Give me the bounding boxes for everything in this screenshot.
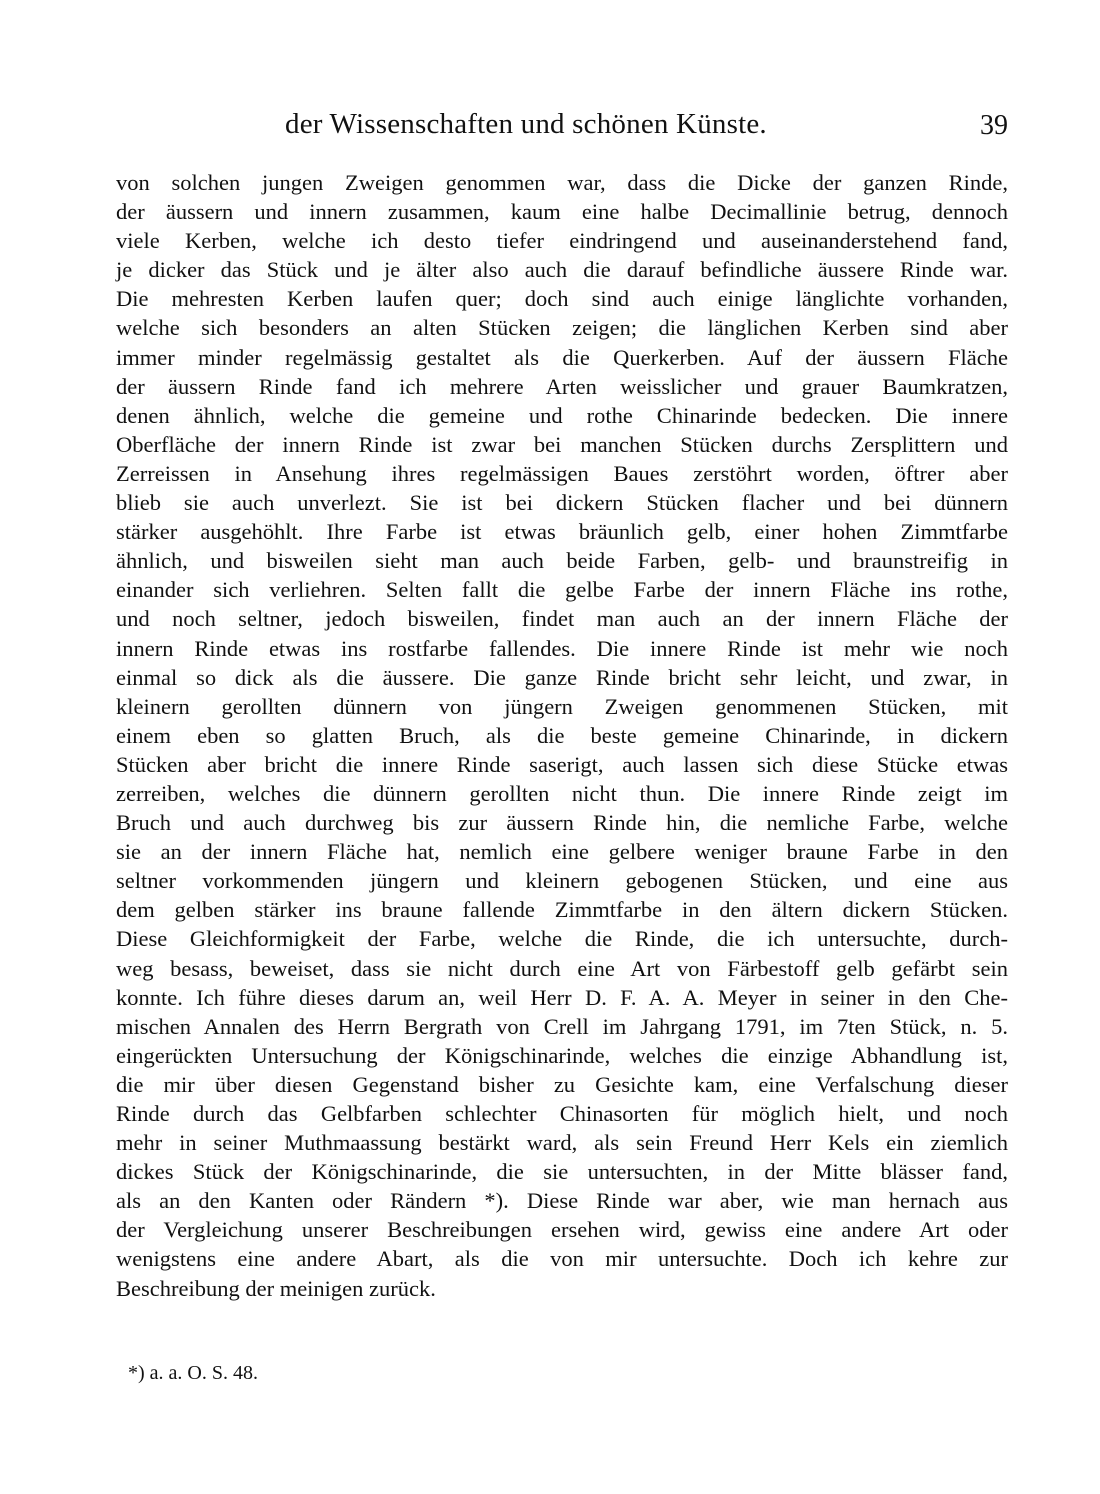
text-line: ähnlich, und bisweilen sieht man auch beide Farben, gelb- und braunstreifig in [116,548,1008,574]
page-number: 39 [980,110,1008,141]
text-line: weg besass, beweiset, dass sie nicht durch eine Art von Färbestoff gelb gefärbt sein [116,955,1008,981]
text-line: welche sich besonders an alten Stücken zeigen; die länglichen Kerben sind aber [116,315,1008,341]
text-line: denen ähnlich, welche die gemeine und rothe Chinarinde bedecken. Die innere [116,402,1008,428]
text-line: und noch seltner, jedoch bisweilen, findet man auch an der innern Fläche der [116,606,1008,632]
text-line: kleinern gerollten dünnern von jüngern Zweigen genommenen Stücken, mit [116,693,1008,719]
text-line: Oberfläche der innern Rinde ist zwar bei manchen Stücken durchs Zersplittern und [116,431,1008,457]
text-line: wenigstens eine andere Abart, als die von mir untersuchte. Doch ich kehre zur [116,1246,1008,1272]
text-line: einmal so dick als die äussere. Die ganze Rinde bricht sehr leicht, und zwar, in [116,664,1008,690]
text-line: der äussern Rinde fand ich mehrere Arten weisslicher und grauer Baumkratzen, [116,373,1008,399]
text-line: dem gelben stärker ins braune fallende Zimmtfarbe in den ältern dickern Stücken. [116,897,1008,923]
text-line: Die mehresten Kerben laufen quer; doch sind auch einige länglichte vorhanden, [116,286,1008,312]
text-line: Diese Gleichformigkeit der Farbe, welche die Rinde, die ich untersuchte, durch- [116,926,1008,952]
text-line: Zerreissen in Ansehung ihres regelmässigen Baues zerstöhrt worden, öftrer aber [116,460,1008,486]
text-line: mehr in seiner Muthmaassung bestärkt ward, als sein Freund Herr Kels ein ziemlich [116,1130,1008,1156]
text-line: konnte. Ich führe dieses darum an, weil Herr D. F. A. A. Meyer in seiner in den Che- [116,984,1008,1010]
body-text [116,168,1008,1303]
text-line: Stücken aber bricht die innere Rinde saserigt, auch lassen sich diese Stücke etwas [116,751,1008,777]
text-line: seltner vorkommenden jüngern und kleinern gebogenen Stücken, und eine aus [116,868,1008,894]
footnote: *) a. a. O. S. 48. [128,1362,258,1384]
text-line: der Vergleichung unserer Beschreibungen ersehen wird, gewiss eine andere Art oder [116,1217,1008,1243]
text-line: einander sich verliehren. Selten fallt die gelbe Farbe der innern Fläche ins rothe, [116,577,1008,603]
text-line: die mir über diesen Gegenstand bisher zu Gesichte kam, eine Verfalschung dieser [116,1071,1008,1097]
text-line: dickes Stück der Königschinarinde, die sie untersuchten, in der Mitte blässer fand, [116,1159,1008,1185]
text-line: immer minder regelmässig gestaltet als die Querkerben. Auf der äussern Fläche [116,344,1008,370]
running-header [0,108,1100,148]
text-line: mischen Annalen des Herrn Bergrath von Crell im Jahrgang 1791, im 7ten Stück, n. 5. [116,1013,1008,1039]
text-line: als an den Kanten oder Rändern *). Diese Rinde war aber, wie man hernach aus [116,1188,1008,1214]
text-line: stärker ausgehöhlt. Ihre Farbe ist etwas bräunlich gelb, einer hohen Zimmtfarbe [116,519,1008,545]
text-line: einem eben so glatten Bruch, als die beste gemeine Chinarinde, in dickern [116,722,1008,748]
text-line: Beschreibung der meinigen zurück. [116,1275,436,1301]
text-line: zerreiben, welches die dünnern gerollten nicht thun. Die innere Rinde zeigt im [116,780,1008,806]
text-line: viele Kerben, welche ich desto tiefer eindringend und auseinanderstehend fand, [116,228,1008,254]
text-line: von solchen jungen Zweigen genommen war, dass die Dicke der ganzen Rinde, [116,170,1008,195]
text-line: sie an der innern Fläche hat, nemlich eine gelbere weniger braune Farbe in den [116,839,1008,865]
running-title: der Wissenschaften und schönen Künste. [285,108,767,140]
text-line: der äussern und innern zusammen, kaum eine halbe Decimallinie betrug, dennoch [116,199,1008,225]
text-line: innern Rinde etwas ins rostfarbe fallendes. Die innere Rinde ist mehr wie noch [116,635,1008,661]
text-line: Rinde durch das Gelbfarben schlechter Chinasorten für möglich hielt, und noch [116,1101,1008,1126]
text-line: eingerückten Untersuchung der Königschinarinde, welches die einzige Abhandlung ist, [116,1042,1008,1068]
text-line: blieb sie auch unverlezt. Sie ist bei dickern Stücken flacher und bei dünnern [116,490,1008,516]
text-line: Bruch und auch durchweg bis zur äussern Rinde hin, die nemliche Farbe, welche [116,810,1008,836]
text-line: je dicker das Stück und je älter also auch die darauf befindliche äussere Rinde war. [116,257,1008,283]
